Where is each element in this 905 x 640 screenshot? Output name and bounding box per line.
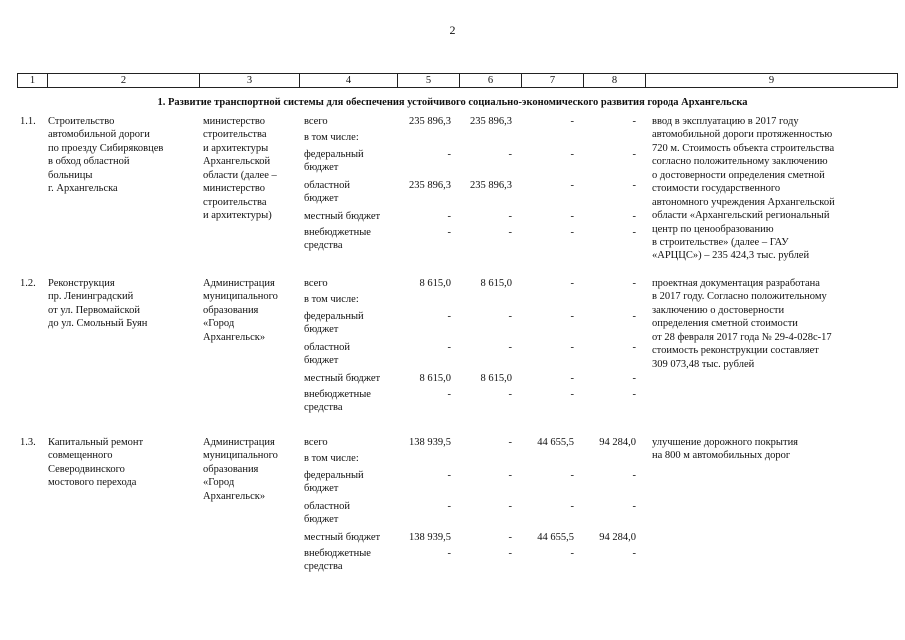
activity-name-line: больницы <box>48 169 93 181</box>
expected-result-line: 720 м. Стоимость объекта строительства <box>652 142 835 154</box>
column-number-cell: 1 <box>18 74 48 88</box>
funding-amount: - <box>632 389 636 400</box>
funding-source-line: бюджет <box>304 355 339 367</box>
funding-source <box>304 131 404 144</box>
expected-result-line: автономного учреждения Архангельской <box>652 196 835 208</box>
activity-name-line: автомобильной дороги <box>48 129 150 141</box>
column-number-cell: 8 <box>584 74 646 88</box>
funding-source-line: бюджет <box>304 514 339 526</box>
expected-result-line: стоимости государственного <box>652 183 781 195</box>
executor-line: Архангельск» <box>203 331 266 343</box>
executor-line: образования <box>203 304 259 316</box>
expected-result-line: в строительстве» (далее – ГАУ <box>652 236 789 248</box>
executor-line: муниципального <box>203 450 278 462</box>
activity-name-line: пр. Ленинградский <box>48 291 134 303</box>
expected-result-line: 309 073,48 тыс. рублей <box>652 358 755 370</box>
funding-source-line: в том числе: <box>304 294 359 305</box>
executor-line: области (далее – <box>203 169 277 181</box>
funding-source-line: средства <box>304 561 343 573</box>
column-number-cell: 3 <box>200 74 300 88</box>
funding-source-line: областной <box>304 180 350 191</box>
funding-amount: 235 896,3 <box>470 116 512 127</box>
executor-line: строительства <box>203 196 267 208</box>
executor-line: министерство <box>203 116 266 127</box>
funding-amount: 8 615,0 <box>480 373 512 384</box>
activity-name-line: Строительство <box>48 116 115 127</box>
funding-amount: - <box>508 532 512 543</box>
funding-source-line: всего <box>304 437 328 448</box>
column-number-cell: 4 <box>300 74 398 88</box>
funding-amount: - <box>570 373 574 384</box>
funding-amount: - <box>632 373 636 384</box>
funding-amount: - <box>447 470 451 481</box>
funding-source-line: бюджет <box>304 162 339 174</box>
funding-source-line: бюджет <box>304 483 339 495</box>
funding-amount: - <box>508 437 512 448</box>
funding-source-line: внебюджетные <box>304 389 371 400</box>
expected-result-line: стоимость реконструкции составляет <box>652 345 819 357</box>
activity-name-line: мостового перехода <box>48 477 137 489</box>
expected-result-line: в 2017 году. Согласно положительному <box>652 291 827 303</box>
activity-name <box>48 277 198 331</box>
funding-amount: 138 939,5 <box>409 532 451 543</box>
expected-result <box>652 277 897 371</box>
funding-amount: - <box>447 548 451 559</box>
expected-result-line: согласно положительному заключению <box>652 156 828 168</box>
activity-name-line: до ул. Смольный Буян <box>48 318 148 330</box>
funding-amount: 8 615,0 <box>419 373 451 384</box>
expected-result-line: заключению о достоверности <box>652 304 785 316</box>
column-number-cell: 2 <box>48 74 200 88</box>
funding-amount: - <box>632 180 636 191</box>
column-number-cell: 9 <box>646 74 898 88</box>
funding-amount: - <box>508 342 512 353</box>
funding-source-line: внебюджетные <box>304 227 371 238</box>
funding-amount: - <box>570 149 574 160</box>
funding-amount: - <box>447 501 451 512</box>
funding-amount: - <box>508 470 512 481</box>
funding-amount: - <box>570 501 574 512</box>
expected-result <box>652 436 897 463</box>
funding-amount: - <box>508 389 512 400</box>
funding-source-line: местный бюджет <box>304 532 381 543</box>
activity-name-line: Северодвинского <box>48 463 125 475</box>
funding-amount: - <box>632 116 636 127</box>
funding-amount: 8 615,0 <box>480 278 512 289</box>
page-number: 2 <box>449 23 456 37</box>
row-number: 1.3. <box>20 437 36 448</box>
funding-source-line: областной <box>304 342 350 353</box>
expected-result-line: улучшение дорожного покрытия <box>652 437 799 448</box>
funding-amount: - <box>508 311 512 322</box>
funding-amount: 44 655,5 <box>537 532 574 543</box>
funding-amount: - <box>570 389 574 400</box>
expected-result-line: центр по ценообразованию <box>652 223 774 235</box>
funding-amount: - <box>632 311 636 322</box>
activity-name-line: Капитальный ремонт <box>48 437 144 448</box>
executor-line: и архитектуры) <box>203 210 272 222</box>
funding-source-line: федеральный <box>304 311 364 322</box>
expected-result-line: ввод в эксплуатацию в 2017 году <box>652 116 799 127</box>
funding-source-line: федеральный <box>304 470 364 481</box>
funding-amount: - <box>508 149 512 160</box>
funding-amount: - <box>632 211 636 222</box>
executor-line: министерство <box>203 183 266 195</box>
expected-result-line: на 800 м автомобильных дорог <box>652 450 791 462</box>
funding-amount: 235 896,3 <box>409 180 451 191</box>
funding-amount: - <box>570 342 574 353</box>
funding-amount: - <box>447 227 451 238</box>
funding-amount: 94 284,0 <box>599 437 636 448</box>
funding-amount: 94 284,0 <box>599 532 636 543</box>
funding-amount: - <box>508 227 512 238</box>
column-number-cell: 7 <box>522 74 584 88</box>
funding-amount: - <box>632 501 636 512</box>
funding-amount: - <box>632 342 636 353</box>
activity-name-line: по проезду Сибиряковцев <box>48 142 164 154</box>
executor-line: Администрация <box>203 278 275 289</box>
executor-line: «Город <box>203 477 235 489</box>
funding-source-line: всего <box>304 278 328 289</box>
funding-amount: - <box>570 227 574 238</box>
row-number: 1.2. <box>20 278 36 289</box>
funding-amount: - <box>508 211 512 222</box>
funding-amount: - <box>570 470 574 481</box>
funding-amount: 235 896,3 <box>470 180 512 191</box>
funding-amount: - <box>570 180 574 191</box>
funding-amount: - <box>632 227 636 238</box>
executor-line: и архитектуры <box>203 142 269 154</box>
executor-line: Архангельской <box>203 156 271 168</box>
funding-source-line: средства <box>304 402 343 414</box>
activity-name-line: г. Архангельска <box>48 183 118 195</box>
column-number-header <box>17 73 898 88</box>
funding-amount: - <box>570 116 574 127</box>
funding-source-line: местный бюджет <box>304 211 381 222</box>
funding-amount: - <box>447 211 451 222</box>
expected-result-line: определения сметной стоимости <box>652 318 798 330</box>
expected-result-line: автомобильной дороги протяженностью <box>652 129 833 141</box>
funding-source-line: федеральный <box>304 149 364 160</box>
executor-line: образования <box>203 463 259 475</box>
expected-result-line: от 28 февраля 2017 года № 29-4-028с-17 <box>652 331 832 343</box>
executor <box>203 277 298 344</box>
funding-source-line: в том числе: <box>304 453 359 464</box>
funding-source-line: местный бюджет <box>304 373 381 384</box>
funding-amount: - <box>570 211 574 222</box>
activity-name-line: Реконструкция <box>48 278 115 289</box>
funding-amount: - <box>447 149 451 160</box>
funding-amount: - <box>570 311 574 322</box>
expected-result <box>652 115 897 263</box>
funding-amount: - <box>632 548 636 559</box>
funding-amount: - <box>447 311 451 322</box>
activity-name-line: совмещенного <box>48 450 113 462</box>
activity-name <box>48 115 198 196</box>
executor <box>203 115 298 223</box>
executor-line: Администрация <box>203 437 275 448</box>
funding-source-line: областной <box>304 501 350 512</box>
executor-line: «Город <box>203 318 235 330</box>
funding-amount: - <box>570 278 574 289</box>
funding-amount: - <box>570 548 574 559</box>
activity-name-line: от ул. Первомайской <box>48 304 140 316</box>
funding-amount: - <box>447 389 451 400</box>
expected-result-line: о достоверности определения сметной <box>652 169 825 181</box>
expected-result-line: проектная документация разработана <box>652 278 820 289</box>
funding-source-line: бюджет <box>304 193 339 205</box>
section-title: 1. Развитие транспортной системы для обеспечения устойчивого социально-экономического развития города Архангельска <box>157 97 748 108</box>
funding-amount: - <box>632 278 636 289</box>
funding-source-line: в том числе: <box>304 132 359 143</box>
funding-source-line: всего <box>304 116 328 127</box>
executor-line: муниципального <box>203 291 278 303</box>
funding-amount: 235 896,3 <box>409 116 451 127</box>
activity-name <box>48 436 198 490</box>
executor-line: Архангельск» <box>203 490 266 502</box>
expected-result-line: области «Архангельский региональный <box>652 210 830 222</box>
row-number: 1.1. <box>20 116 36 127</box>
expected-result-line: «АРЦЦС») – 235 424,3 тыс. рублей <box>652 250 810 262</box>
funding-amount: - <box>508 548 512 559</box>
column-number-cell: 5 <box>398 74 460 88</box>
column-number-cell: 6 <box>460 74 522 88</box>
funding-source-line: внебюджетные <box>304 548 371 559</box>
funding-source-line: бюджет <box>304 324 339 336</box>
funding-amount: - <box>508 501 512 512</box>
funding-source <box>304 452 404 465</box>
funding-source-line: средства <box>304 240 343 252</box>
funding-amount: 44 655,5 <box>537 437 574 448</box>
executor-line: строительства <box>203 129 267 141</box>
funding-amount: - <box>632 470 636 481</box>
funding-amount: 138 939,5 <box>409 437 451 448</box>
funding-source <box>304 293 404 306</box>
funding-amount: - <box>447 342 451 353</box>
funding-amount: 8 615,0 <box>419 278 451 289</box>
funding-amount: - <box>632 149 636 160</box>
executor <box>203 436 298 503</box>
activity-name-line: в обход областной <box>48 156 130 168</box>
